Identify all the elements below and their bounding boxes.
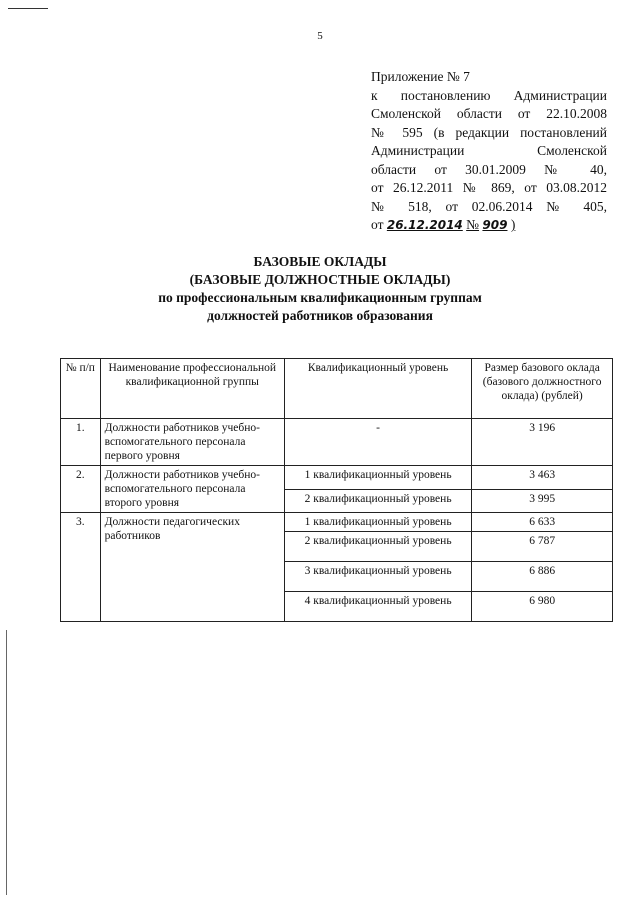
row-level: 3 квалификационный уровень xyxy=(284,562,471,592)
row-salary: 6 633 xyxy=(472,513,613,532)
header-level: Квалификационный уровень xyxy=(284,359,471,419)
row-group: Должности работников учебно-вспомогательного персонала первого уровня xyxy=(100,419,284,466)
row-level: 1 квалификационный уровень xyxy=(284,513,471,532)
title-line-4: должностей работников образования xyxy=(207,308,433,323)
handwritten-number: 909 xyxy=(482,218,508,232)
row-level: 2 квалификационный уровень xyxy=(284,489,471,513)
salary-table xyxy=(60,358,613,622)
title-line-2: (БАЗОВЫЕ ДОЛЖНОСТНЫЕ ОКЛАДЫ) xyxy=(189,272,451,287)
top-rule xyxy=(8,8,48,9)
row-salary: 6 886 xyxy=(472,562,613,592)
document-title xyxy=(0,253,640,325)
header-num: № п/п xyxy=(61,359,101,419)
appendix-line: № 518, от 02.06.2014 № 405, xyxy=(371,198,607,214)
number-sign: № xyxy=(466,217,480,232)
close-paren: ) xyxy=(510,217,516,232)
title-line-1: БАЗОВЫЕ ОКЛАДЫ xyxy=(253,254,387,269)
appendix-line: к постановлению Администрации xyxy=(371,87,607,103)
row-salary: 3 995 xyxy=(472,489,613,513)
table-row xyxy=(61,419,613,466)
row-num: 1. xyxy=(61,419,101,466)
appendix-line: области от 30.01.2009 № 40, xyxy=(371,161,607,177)
row-num: 2. xyxy=(61,466,101,513)
row-num: 3. xyxy=(61,513,101,622)
table-row xyxy=(61,466,613,490)
table-header-row xyxy=(61,359,613,419)
appendix-line: № 595 (в редакции постановлений xyxy=(371,124,607,140)
appendix-block xyxy=(371,68,607,235)
appendix-prefix: от xyxy=(371,217,384,232)
appendix-line: Администрации Смоленской xyxy=(371,143,607,158)
handwritten-date: 26.12.2014 xyxy=(386,218,463,232)
table-row xyxy=(61,513,613,532)
header-salary: Размер базового оклада (базового должностного оклада) (рублей) xyxy=(472,359,613,419)
appendix-last-line xyxy=(371,216,607,235)
row-level: 1 квалификационный уровень xyxy=(284,466,471,490)
row-level: - xyxy=(284,419,471,466)
page-number: 5 xyxy=(317,30,323,42)
title-line-3: по профессиональным квалификационным группам xyxy=(158,290,482,305)
left-margin-rule xyxy=(6,630,7,895)
row-salary: 6 787 xyxy=(472,532,613,562)
row-group: Должности работников учебно-вспомогательного персонала второго уровня xyxy=(100,466,284,513)
row-salary: 3 196 xyxy=(472,419,613,466)
header-group: Наименование профессиональной квалификационной группы xyxy=(100,359,284,419)
row-salary: 3 463 xyxy=(472,466,613,490)
appendix-line: Смоленской области от 22.10.2008 xyxy=(371,106,607,121)
appendix-line: от 26.12.2011 № 869, от 03.08.2012 xyxy=(371,180,607,195)
row-level: 2 квалификационный уровень xyxy=(284,532,471,562)
row-group: Должности педагогических работников xyxy=(100,513,284,622)
row-salary: 6 980 xyxy=(472,592,613,622)
row-level: 4 квалификационный уровень xyxy=(284,592,471,622)
appendix-line: Приложение № 7 xyxy=(371,69,470,84)
